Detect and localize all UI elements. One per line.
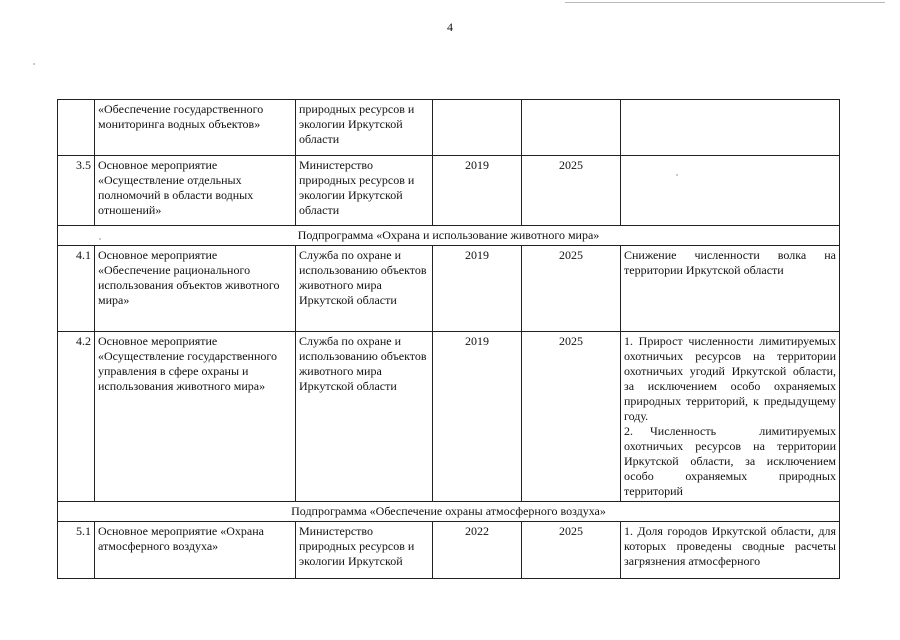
end-year-cell: 2025 (522, 246, 621, 332)
table-row-5-1 (58, 522, 840, 579)
end-year-cell: 2025 (522, 522, 621, 579)
measure-name-cell: Основное мероприятие «Охрана атмосферного воздуха» (95, 522, 296, 579)
measure-name-cell: Основное мероприятие «Осуществление отдельных полномочий в области водных отношений» (95, 156, 296, 226)
end-year-cell: 2025 (522, 332, 621, 502)
end-year-cell: 2025 (522, 156, 621, 226)
start-year-cell: 2019 (433, 246, 522, 332)
end-year-cell (522, 100, 621, 156)
row-number-cell: 4.1 (58, 246, 95, 332)
measure-name-cell: Основное мероприятие «Осуществление государственного управления в сфере охраны и использования животного мира» (95, 332, 296, 502)
executor-cell: Служба по охране и использованию объектов животного мира Иркутской области (296, 246, 433, 332)
result-item-1: 1. Прирост численности лимитируемых охотничьих ресурсов на территории охотничьих угодий Иркутской области, за исключением особо охраняемых природных территорий, к предыдущему году. (624, 334, 836, 423)
executor-cell: Министерство природных ресурсов и экологии Иркутской (296, 522, 433, 579)
table-row-4-2 (58, 332, 840, 502)
executor-cell: природных ресурсов и экологии Иркутской области (296, 100, 433, 156)
subprogram-row-air (58, 502, 840, 522)
row-number-cell (58, 100, 95, 156)
executor-cell: Министерство природных ресурсов и экологии Иркутской области (296, 156, 433, 226)
start-year-cell: 2019 (433, 156, 522, 226)
table-row-continued (58, 100, 840, 156)
subprogram-title: Подпрограмма «Обеспечение охраны атмосферного воздуха» (58, 502, 840, 522)
table-row-4-1 (58, 246, 840, 332)
result-item-2 (624, 424, 836, 499)
scan-top-rule (565, 2, 885, 3)
row-number-cell: 4.2 (58, 332, 95, 502)
scan-speck (33, 63, 35, 65)
page-number: 4 (447, 20, 453, 34)
start-year-cell (433, 100, 522, 156)
result-item-2-text: Численность лимитируемых охотничьих ресурсов на территории Иркутской области, за исключением особо охраняемых природных территорий (624, 424, 836, 498)
result-cell: 1. Доля городов Иркутской области, для которых проведены сводные расчеты загрязнения атмосферного (621, 522, 840, 579)
measure-name-cell: «Обеспечение государственного мониторинга водных объектов» (95, 100, 296, 156)
row-number-cell: 5.1 (58, 522, 95, 579)
result-item-2-number: 2. (624, 424, 633, 438)
table-row-3-5 (58, 156, 840, 226)
start-year-cell: 2022 (433, 522, 522, 579)
start-year-cell: 2019 (433, 332, 522, 502)
result-cell (621, 332, 840, 502)
subprogram-row-wildlife (58, 226, 840, 246)
program-measures-table (57, 99, 840, 579)
measure-name-cell: Основное мероприятие «Обеспечение рационального использования объектов животного мира» (95, 246, 296, 332)
subprogram-title: Подпрограмма «Охрана и использование животного мира» (58, 226, 840, 246)
executor-cell: Служба по охране и использованию объектов животного мира Иркутской области (296, 332, 433, 502)
result-cell: Снижение численности волка на территории Иркутской области (621, 246, 840, 332)
result-cell (621, 156, 840, 226)
result-cell (621, 100, 840, 156)
row-number-cell: 3.5 (58, 156, 95, 226)
